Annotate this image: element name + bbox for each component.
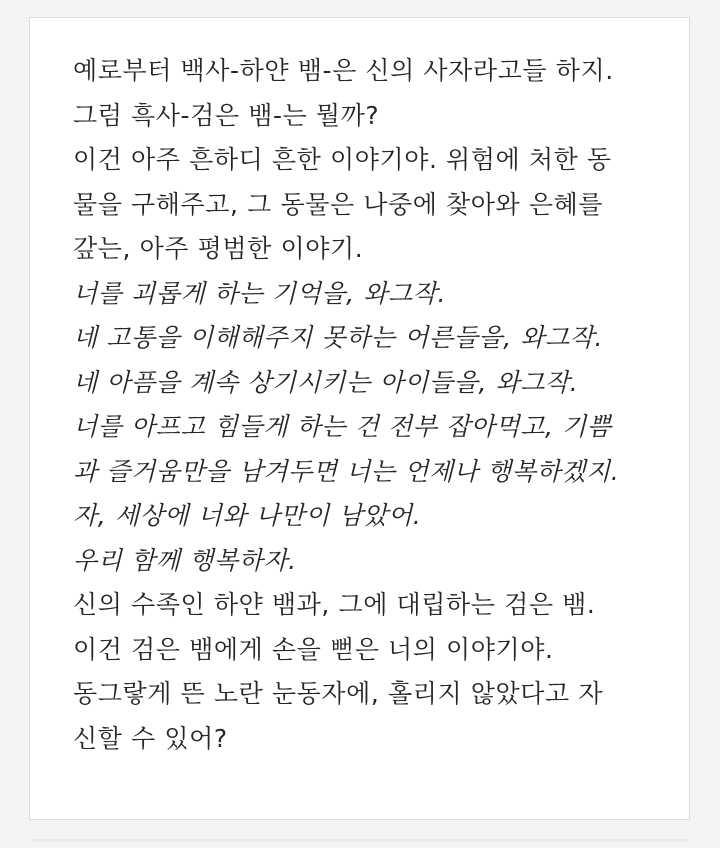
- story-line: 물을 구해주고, 그 동물은 나중에 찾아와 은혜를: [73, 189, 604, 219]
- story-line-italic: 네 아픔을 계속 상기시키는 아이들을, 와그작.: [73, 367, 579, 397]
- story-line-italic: 과 즐거움만을 남겨두면 너는 언제나 행복하겠지.: [73, 456, 620, 486]
- story-line-italic: 너를 괴롭게 하는 기억을, 와그작.: [73, 278, 447, 308]
- story-text: [73, 49, 673, 761]
- story-card: [29, 17, 690, 820]
- story-line: 신의 수족인 하얀 뱀과, 그에 대립하는 검은 뱀.: [73, 590, 596, 619]
- story-line-italic: 네 고통을 이해해주지 못하는 어른들을, 와그작.: [73, 323, 604, 352]
- story-line: 예로부터 백사-하얀 뱀-은 신의 사자라고들 하지.: [73, 56, 614, 85]
- story-line-italic: 너를 아프고 힘들게 하는 건 전부 잡아먹고, 기쁨: [73, 412, 612, 441]
- story-line-italic: 자, 세상에 너와 나만이 남았어.: [73, 501, 422, 530]
- story-line: 이건 아주 흔하디 흔한 이야기야. 위험에 처한 동: [73, 145, 612, 174]
- story-line: 이건 검은 뱀에게 손을 뻗은 너의 이야기야.: [73, 634, 554, 664]
- divider: [33, 839, 688, 842]
- story-line: 갚는, 아주 평범한 이야기.: [73, 234, 364, 263]
- story-line: 동그랗게 뜬 노란 눈동자에, 홀리지 않았다고 자: [73, 679, 604, 708]
- story-line: 그럼 흑사-검은 뱀-는 뭘까?: [73, 100, 380, 130]
- story-line-italic: 우리 함께 행복하자.: [73, 545, 297, 575]
- story-line: 신할 수 있어?: [73, 723, 228, 753]
